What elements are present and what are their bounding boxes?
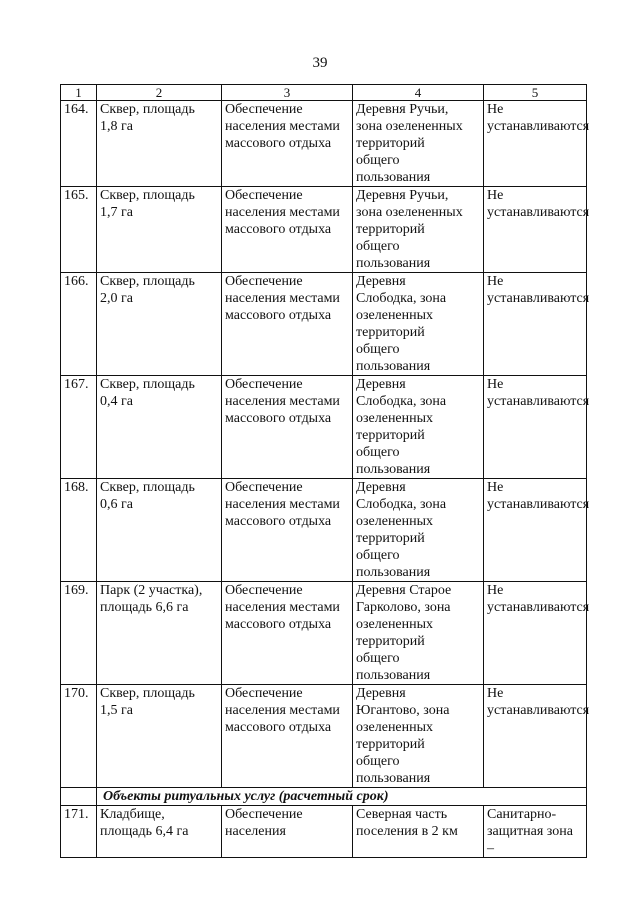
cell-line: Обеспечение bbox=[225, 377, 303, 392]
row-number: 165. bbox=[61, 187, 97, 273]
cell-c2 bbox=[97, 685, 222, 788]
cell-line: общего bbox=[356, 153, 400, 168]
row-number: 170. bbox=[61, 685, 97, 788]
cell-line: общего bbox=[356, 754, 400, 769]
cell-line: Деревня Ручьи, bbox=[356, 102, 449, 117]
cell-line: массового отдыха bbox=[225, 222, 332, 237]
cell-line: устанавливаются bbox=[487, 119, 590, 134]
cell-line: массового отдыха bbox=[225, 308, 332, 323]
cell-line: Сквер, площадь bbox=[100, 480, 195, 495]
table-row bbox=[61, 101, 587, 187]
cell-line: общего bbox=[356, 651, 400, 666]
cell-c2 bbox=[97, 479, 222, 582]
cell-c4 bbox=[353, 582, 484, 685]
table-row bbox=[61, 582, 587, 685]
cell-line: Обеспечение bbox=[225, 807, 303, 822]
cell-line: общего bbox=[356, 548, 400, 563]
cell-line: Обеспечение bbox=[225, 188, 303, 203]
cell-line: Деревня Ручьи, bbox=[356, 188, 449, 203]
cell-c4 bbox=[353, 376, 484, 479]
row-number: 166. bbox=[61, 273, 97, 376]
row-number: 167. bbox=[61, 376, 97, 479]
cell-line: 0,6 га bbox=[100, 497, 133, 512]
section-row bbox=[61, 788, 587, 806]
table-row bbox=[61, 187, 587, 273]
cell-line: населения местами bbox=[225, 600, 340, 615]
cell-line: массового отдыха bbox=[225, 411, 332, 426]
row-number: 169. bbox=[61, 582, 97, 685]
cell-line: территорий bbox=[356, 136, 425, 151]
cell-line: пользования bbox=[356, 256, 431, 271]
cell-line: Кладбище, bbox=[100, 807, 165, 822]
cell-line: площадь 6,4 га bbox=[100, 824, 189, 839]
cell-c2 bbox=[97, 187, 222, 273]
cell-line: общего bbox=[356, 342, 400, 357]
cell-line: пользования bbox=[356, 771, 431, 786]
cell-line: 2,0 га bbox=[100, 291, 133, 306]
cell-line: Парк (2 участка), bbox=[100, 583, 203, 598]
cell-line: Деревня bbox=[356, 274, 406, 289]
cell-line: пользования bbox=[356, 565, 431, 580]
cell-c4 bbox=[353, 479, 484, 582]
cell-line: Не bbox=[487, 583, 504, 598]
header-col-1: 1 bbox=[61, 85, 97, 101]
cell-line: Не bbox=[487, 102, 504, 117]
cell-line: общего bbox=[356, 445, 400, 460]
section-title: Объекты ритуальных услуг (расчетный срок) bbox=[97, 788, 587, 806]
cell-line: Сквер, площадь bbox=[100, 274, 195, 289]
cell-line: устанавливаются bbox=[487, 497, 590, 512]
cell-line: пользования bbox=[356, 359, 431, 374]
cell-c3 bbox=[222, 376, 353, 479]
cell-line: Не bbox=[487, 480, 504, 495]
cell-line: устанавливаются bbox=[487, 703, 590, 718]
cell-line: массового отдыха bbox=[225, 514, 332, 529]
cell-line: поселения в 2 км bbox=[356, 824, 458, 839]
cell-line: территорий bbox=[356, 325, 425, 340]
cell-c3 bbox=[222, 187, 353, 273]
cell-line: озелененных bbox=[356, 308, 434, 323]
cell-line: 0,4 га bbox=[100, 394, 133, 409]
cell-c3 bbox=[222, 273, 353, 376]
row-number: 171. bbox=[61, 806, 97, 858]
cell-line: озелененных bbox=[356, 720, 434, 735]
cell-c2 bbox=[97, 273, 222, 376]
cell-line: населения местами bbox=[225, 119, 340, 134]
cell-c4 bbox=[353, 187, 484, 273]
cell-line: Деревня bbox=[356, 686, 406, 701]
table-row bbox=[61, 806, 587, 858]
objects-table bbox=[60, 84, 590, 858]
cell-line: Обеспечение bbox=[225, 583, 303, 598]
table-row bbox=[61, 273, 587, 376]
cell-line: общего bbox=[356, 239, 400, 254]
cell-line: устанавливаются bbox=[487, 600, 590, 615]
cell-line: пользования bbox=[356, 462, 431, 477]
cell-c4 bbox=[353, 101, 484, 187]
cell-line: защитная зона – bbox=[487, 824, 573, 856]
cell-line: озелененных bbox=[356, 514, 434, 529]
cell-line: Не bbox=[487, 377, 504, 392]
cell-c5 bbox=[484, 806, 587, 858]
cell-line: территорий bbox=[356, 737, 425, 752]
cell-line: Деревня Старое bbox=[356, 583, 452, 598]
cell-line: Обеспечение bbox=[225, 480, 303, 495]
cell-line: Гарколово, зона bbox=[356, 600, 451, 615]
cell-line: массового отдыха bbox=[225, 617, 332, 632]
cell-line: озелененных bbox=[356, 617, 434, 632]
cell-line: массового отдыха bbox=[225, 720, 332, 735]
cell-line: Санитарно- bbox=[487, 807, 557, 822]
cell-line: населения местами bbox=[225, 291, 340, 306]
cell-c2 bbox=[97, 806, 222, 858]
cell-line: населения местами bbox=[225, 703, 340, 718]
cell-line: пользования bbox=[356, 170, 431, 185]
cell-c4 bbox=[353, 685, 484, 788]
cell-line: территорий bbox=[356, 428, 425, 443]
header-col-2: 2 bbox=[97, 85, 222, 101]
cell-line: Слободка, зона bbox=[356, 291, 447, 306]
cell-c5 bbox=[484, 273, 590, 376]
cell-c5 bbox=[484, 187, 590, 273]
cell-line: Обеспечение bbox=[225, 686, 303, 701]
cell-line: Сквер, площадь bbox=[100, 102, 195, 117]
header-col-3: 3 bbox=[222, 85, 353, 101]
cell-line: Сквер, площадь bbox=[100, 377, 195, 392]
cell-line: 1,7 га bbox=[100, 205, 133, 220]
cell-line: 1,8 га bbox=[100, 119, 133, 134]
cell-c3 bbox=[222, 101, 353, 187]
table-row bbox=[61, 376, 587, 479]
cell-c3 bbox=[222, 582, 353, 685]
cell-line: озелененных bbox=[356, 411, 434, 426]
cell-c3 bbox=[222, 479, 353, 582]
cell-c5 bbox=[484, 101, 590, 187]
cell-line: массового отдыха bbox=[225, 136, 332, 151]
page-number: 39 bbox=[312, 55, 328, 71]
cell-c3 bbox=[222, 806, 353, 858]
cell-c4 bbox=[353, 273, 484, 376]
cell-line: устанавливаются bbox=[487, 394, 590, 409]
header-col-5: 5 bbox=[484, 85, 587, 101]
cell-line: населения местами bbox=[225, 497, 340, 512]
cell-line: населения местами bbox=[225, 394, 340, 409]
header-col-4: 4 bbox=[353, 85, 484, 101]
cell-line: Деревня bbox=[356, 480, 406, 495]
row-number: 164. bbox=[61, 101, 97, 187]
section-num-cell bbox=[61, 788, 97, 806]
cell-line: Деревня bbox=[356, 377, 406, 392]
cell-line: территорий bbox=[356, 634, 425, 649]
table-row bbox=[61, 479, 587, 582]
cell-c2 bbox=[97, 582, 222, 685]
cell-line: 1,5 га bbox=[100, 703, 133, 718]
cell-c3 bbox=[222, 685, 353, 788]
cell-line: Обеспечение bbox=[225, 274, 303, 289]
cell-line: Слободка, зона bbox=[356, 394, 447, 409]
cell-line: площадь 6,6 га bbox=[100, 600, 189, 615]
cell-line: зона озелененных bbox=[356, 205, 463, 220]
cell-line: пользования bbox=[356, 668, 431, 683]
cell-c5 bbox=[484, 685, 590, 788]
table-row bbox=[61, 685, 587, 788]
cell-line: населения местами bbox=[225, 205, 340, 220]
cell-c5 bbox=[484, 376, 590, 479]
cell-line: Югантово, зона bbox=[356, 703, 450, 718]
cell-line: населения bbox=[225, 824, 286, 839]
cell-line: территорий bbox=[356, 222, 425, 237]
row-number: 168. bbox=[61, 479, 97, 582]
cell-line: Северная часть bbox=[356, 807, 448, 822]
cell-c5 bbox=[484, 582, 590, 685]
cell-c5 bbox=[484, 479, 590, 582]
cell-line: Обеспечение bbox=[225, 102, 303, 117]
cell-line: устанавливаются bbox=[487, 291, 590, 306]
cell-line: Сквер, площадь bbox=[100, 686, 195, 701]
cell-line: Сквер, площадь bbox=[100, 188, 195, 203]
header-row bbox=[61, 85, 587, 101]
cell-c2 bbox=[97, 101, 222, 187]
cell-c4 bbox=[353, 806, 484, 858]
cell-line: территорий bbox=[356, 531, 425, 546]
cell-line: Слободка, зона bbox=[356, 497, 447, 512]
cell-line: Не bbox=[487, 188, 504, 203]
cell-line: зона озелененных bbox=[356, 119, 463, 134]
cell-c2 bbox=[97, 376, 222, 479]
cell-line: Не bbox=[487, 274, 504, 289]
cell-line: Не bbox=[487, 686, 504, 701]
cell-line: устанавливаются bbox=[487, 205, 590, 220]
